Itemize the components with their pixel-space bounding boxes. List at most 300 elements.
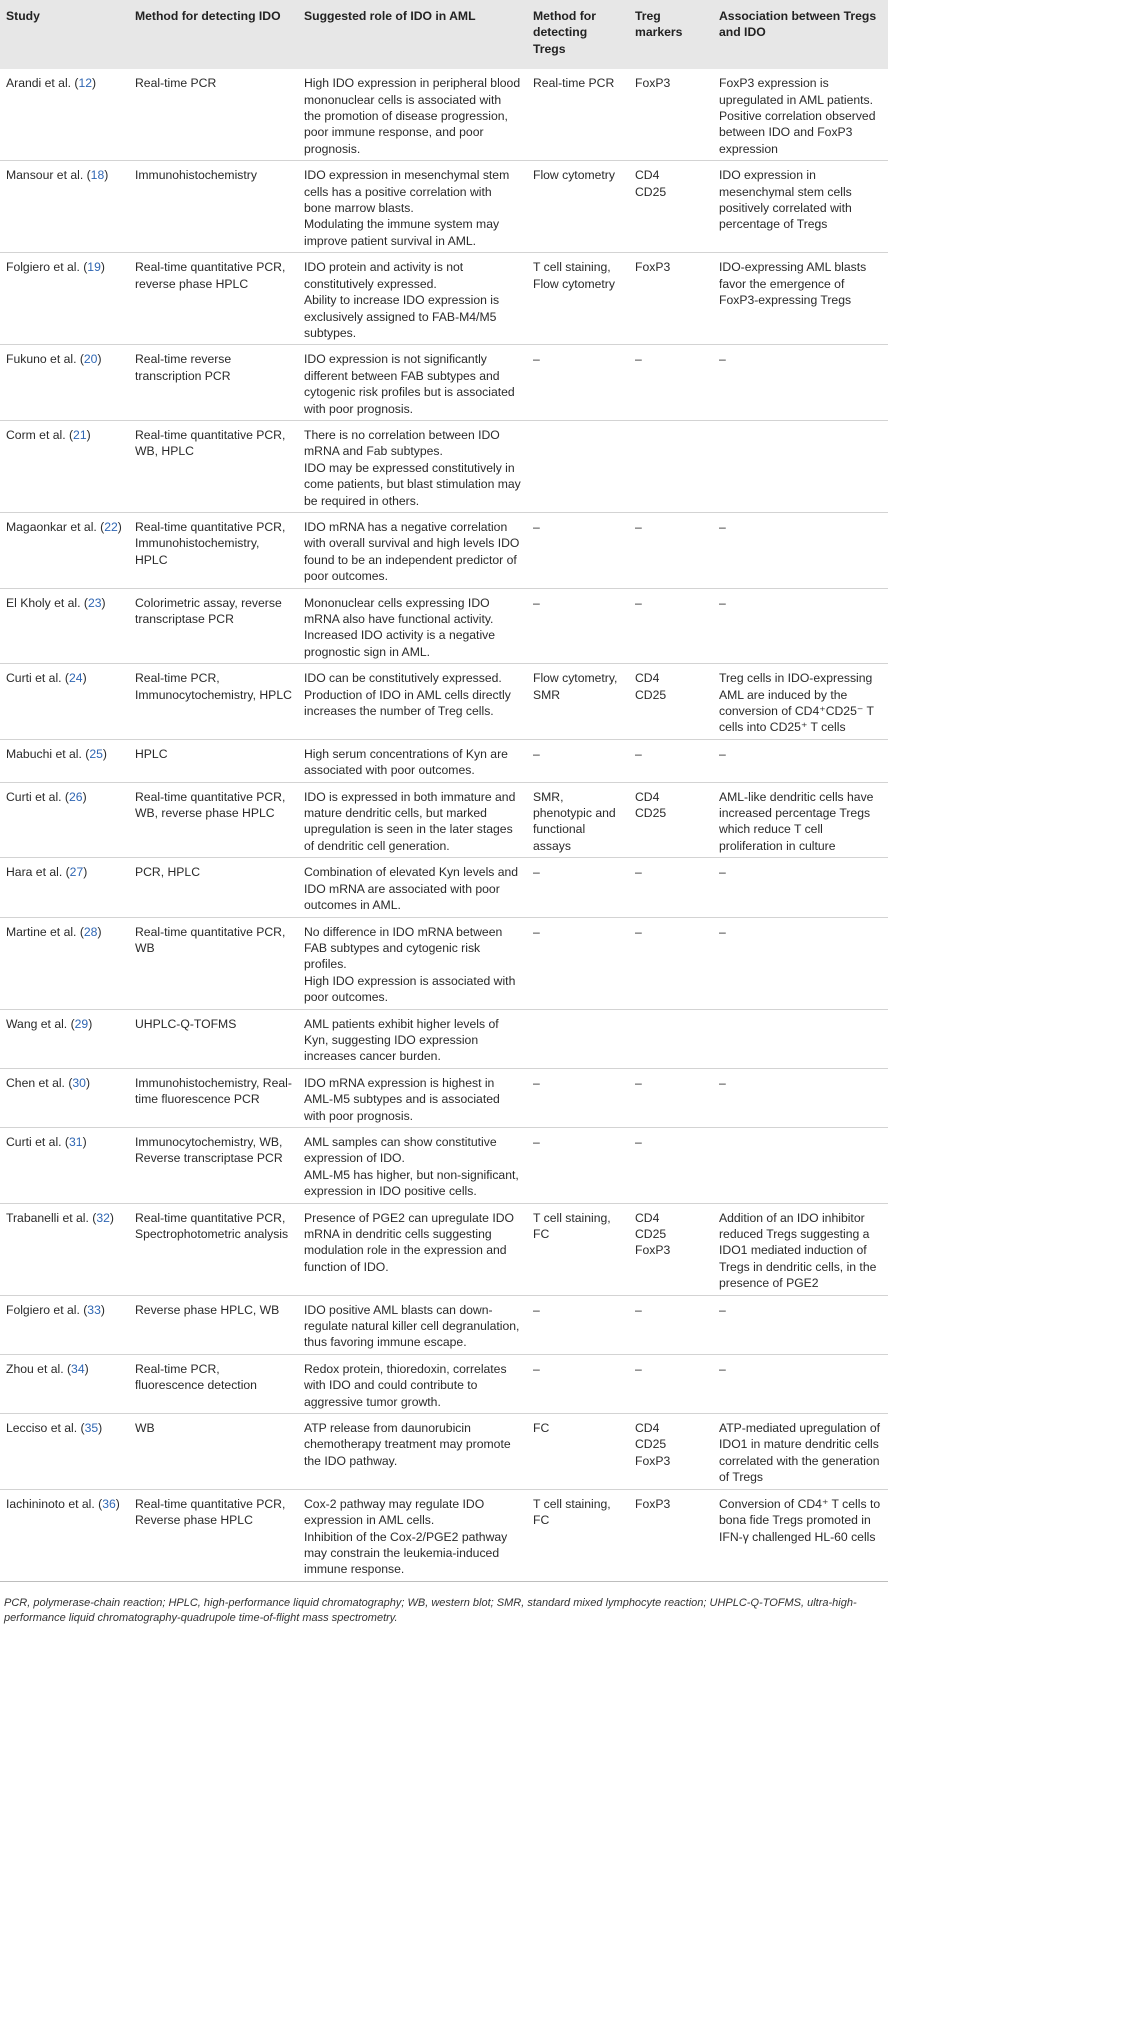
cell-role (298, 345, 527, 421)
study-close-paren: ) (109, 1210, 114, 1225)
cell-text: – (533, 519, 540, 534)
header-role: Suggested role of IDO in AML (298, 0, 527, 69)
study-close-paren: ) (100, 260, 105, 275)
cell-method-ido (129, 1009, 298, 1068)
cell-text: CD25 (635, 1227, 667, 1241)
study-author: Chen et al. ( (6, 1075, 73, 1090)
table-body (0, 69, 888, 1581)
cell-text: Reverse phase HPLC, WB (135, 1302, 280, 1317)
header-method-ido: Method for detecting IDO (129, 0, 298, 69)
table-footnote: PCR, polymerase-chain reaction; HPLC, high-performance liquid chromatography; WB, western blot; SMR, standard mixed lymphocyte reaction; UHPLC-Q-TOFMS, ultra-high-performance liquid chromatography-quadrupole time-of-flight mass spectrometry. (4, 1596, 857, 1624)
cell-text: There is no correlation between IDO mRNA and Fab subtypes. (304, 427, 500, 459)
study-close-paren: ) (92, 76, 97, 91)
reference-link[interactable]: 35 (84, 1421, 99, 1436)
cell-text: UHPLC-Q-TOFMS (135, 1016, 237, 1031)
table-row (0, 253, 888, 345)
cell-text: CD25 (635, 687, 667, 702)
study-close-paren: ) (84, 1361, 89, 1376)
cell-text: CD4 (635, 789, 660, 804)
cell-text: Immunocytochemistry, WB, Reverse transcriptase PCR (135, 1134, 283, 1166)
cell-role (298, 420, 527, 512)
reference-link[interactable]: 28 (83, 924, 98, 939)
cell-role (298, 1295, 527, 1354)
study-author: Folgiero et al. ( (6, 260, 88, 275)
cell-association (713, 69, 888, 161)
cell-method-ido (129, 69, 298, 161)
reference-link[interactable]: 21 (73, 427, 87, 442)
study-author: Curti et al. ( (6, 789, 69, 804)
cell-method-ido (129, 782, 298, 858)
reference-link[interactable]: 31 (69, 1134, 83, 1149)
table-row (0, 1068, 888, 1127)
table-row (0, 1489, 888, 1581)
reference-link[interactable]: 30 (72, 1075, 86, 1090)
cell-text: Production of IDO in AML cells directly increases the number of Treg cells. (304, 687, 511, 719)
cell-text: Real-time quantitative PCR, Immunohistochemistry, HPLC (135, 519, 286, 567)
cell-method-treg (527, 253, 629, 345)
cell-role (298, 512, 527, 588)
cell-text: Ability to increase IDO expression is exclusively assigned to FAB-M4/M5 subtypes. (304, 293, 500, 340)
cell-method-treg (527, 512, 629, 588)
cell-method-ido (129, 1127, 298, 1203)
cell-text: Immunohistochemistry (135, 168, 257, 183)
cell-role (298, 161, 527, 253)
cell-text: – (719, 746, 726, 761)
cell-markers (629, 1295, 713, 1354)
cell-study (0, 253, 129, 345)
cell-study (0, 69, 129, 161)
cell-role (298, 1489, 527, 1581)
cell-method-ido (129, 1203, 298, 1295)
cell-text: T cell staining, Flow cytometry (533, 260, 615, 291)
cell-study (0, 1203, 129, 1295)
cell-markers (629, 1354, 713, 1413)
cell-text: Redox protein, thioredoxin, correlates with IDO and could contribute to aggressive tumor growth. (304, 1361, 507, 1409)
cell-text: IDO is expressed in both immature and mature dendritic cells, but marked upregulation is seen in the later stages of dendritic cell generation. (304, 789, 516, 853)
cell-text: Combination of elevated Kyn levels and IDO mRNA are associated with poor outcomes in AML. (304, 865, 519, 913)
cell-method-treg (527, 858, 629, 917)
cell-text: Positive correlation observed between IDO and FoxP3 expression (719, 109, 876, 156)
cell-association (713, 1009, 888, 1068)
cell-text: Real-time quantitative PCR, reverse phase HPLC (135, 260, 286, 291)
cell-text: Real-time quantitative PCR, Reverse phase HPLC (135, 1496, 286, 1528)
cell-text: – (635, 352, 642, 367)
cell-method-ido (129, 1068, 298, 1127)
cell-markers (629, 1414, 713, 1490)
cell-study (0, 420, 129, 512)
cell-association (713, 858, 888, 917)
study-close-paren: ) (115, 1496, 120, 1511)
cell-text: – (635, 1302, 642, 1317)
cell-text: Mononuclear cells expressing IDO mRNA also have functional activity. (304, 595, 494, 626)
cell-text: – (719, 1302, 726, 1317)
cell-text: HPLC (135, 746, 168, 761)
table-row (0, 858, 888, 917)
reference-link[interactable]: 36 (102, 1496, 116, 1511)
cell-method-ido (129, 345, 298, 421)
cell-text: High IDO expression in peripheral blood mononuclear cells is associated with the promotion of disease progression, poor immune response, and poor prognosis. (304, 76, 521, 156)
cell-text: AML-like dendritic cells have increased percentage Tregs which reduce T cell proliferation in culture (719, 789, 874, 853)
study-close-paren: ) (85, 1075, 91, 1090)
table-row (0, 1414, 888, 1490)
cell-text: CD4 (635, 1210, 660, 1225)
study-author: Lecciso et al. ( (6, 1421, 85, 1436)
cell-text: IDO positive AML blasts can down-regulate natural killer cell degranulation, thus favoring immune escape. (304, 1302, 520, 1350)
cell-text: – (635, 924, 642, 939)
reference-link[interactable]: 18 (90, 168, 105, 183)
cell-text: IDO can be constitutively expressed. (304, 671, 502, 686)
cell-text: – (635, 1134, 642, 1149)
cell-study (0, 1127, 129, 1203)
cell-text: – (533, 352, 540, 367)
reference-link[interactable]: 34 (71, 1361, 85, 1376)
cell-method-ido (129, 1295, 298, 1354)
cell-text: High serum concentrations of Kyn are associated with poor outcomes. (304, 746, 508, 778)
cell-study (0, 1295, 129, 1354)
cell-study (0, 345, 129, 421)
cell-text: – (533, 1302, 540, 1317)
cell-role (298, 782, 527, 858)
cell-markers (629, 917, 713, 1009)
study-close-paren: ) (100, 1302, 105, 1317)
cell-text: Real-time PCR (533, 76, 615, 91)
cell-text: – (533, 1361, 540, 1376)
study-author: Corm et al. ( (6, 427, 74, 442)
cell-role (298, 253, 527, 345)
cell-method-treg (527, 588, 629, 664)
cell-association (713, 345, 888, 421)
cell-study (0, 917, 129, 1009)
cell-text: Real-time reverse transcription PCR (135, 352, 232, 383)
cell-association (713, 1203, 888, 1295)
cell-study (0, 739, 129, 782)
cell-role (298, 664, 527, 740)
cell-method-treg (527, 161, 629, 253)
reference-link[interactable]: 33 (87, 1302, 101, 1317)
cell-association (713, 512, 888, 588)
cell-association (713, 1414, 888, 1490)
study-close-paren: ) (117, 519, 122, 534)
cell-method-ido (129, 1489, 298, 1581)
cell-role (298, 917, 527, 1009)
cell-text: AML-M5 has higher, but non-significant, expression in IDO positive cells. (304, 1167, 519, 1199)
table-row (0, 420, 888, 512)
cell-text: FC (533, 1421, 550, 1436)
header-study: Study (0, 0, 129, 69)
cell-text: Real-time PCR, Immunocytochemistry, HPLC (135, 671, 292, 702)
study-close-paren: ) (101, 595, 106, 610)
study-author: El Kholy et al. ( (6, 595, 88, 610)
cell-text: FoxP3 (635, 76, 671, 91)
table-row (0, 345, 888, 421)
cell-text: – (533, 595, 540, 610)
table-row (0, 588, 888, 664)
cell-text: – (719, 352, 726, 367)
cell-text: Conversion of CD4⁺ T cells to bona fide Tregs promoted in IFN-γ challenged HL-60 cells (719, 1496, 881, 1544)
cell-method-treg (527, 69, 629, 161)
cell-method-treg (527, 1068, 629, 1127)
study-close-paren: ) (98, 1421, 103, 1436)
cell-method-treg (527, 1203, 629, 1295)
cell-text: – (533, 746, 540, 761)
cell-association (713, 161, 888, 253)
cell-text: IDO expression is not significantly different between FAB subtypes and cytogenic risk profiles but is associated with poor prognosis. (304, 352, 515, 416)
study-close-paren: ) (82, 1134, 87, 1149)
cell-markers (629, 782, 713, 858)
cell-method-ido (129, 588, 298, 664)
cell-method-ido (129, 420, 298, 512)
cell-text: IDO protein and activity is not constitutively expressed. (304, 260, 464, 291)
study-author: Zhou et al. ( (6, 1361, 72, 1376)
cell-text: Flow cytometry, SMR (533, 671, 618, 702)
cell-association (713, 739, 888, 782)
cell-method-treg (527, 1009, 629, 1068)
reference-link[interactable]: 12 (78, 76, 93, 91)
cell-method-treg (527, 1127, 629, 1203)
study-author: Folgiero et al. ( (6, 1302, 88, 1317)
study-author: Arandi et al. ( (6, 76, 79, 91)
header-row (0, 0, 888, 69)
reference-link[interactable]: 22 (104, 519, 118, 534)
cell-method-ido (129, 664, 298, 740)
cell-association (713, 1127, 888, 1203)
cell-study (0, 588, 129, 664)
cell-role (298, 1068, 527, 1127)
study-author: Iachininoto et al. ( (6, 1496, 103, 1511)
cell-study (0, 1489, 129, 1581)
cell-text: SMR, phenotypic and functional assays (533, 789, 616, 853)
cell-text: IDO expression in mesenchymal stem cells has a positive correlation with bone marrow blasts. (304, 168, 510, 216)
cell-text: Cox-2 pathway may regulate IDO expression in AML cells. (304, 1496, 485, 1528)
study-close-paren: ) (83, 865, 88, 880)
cell-text: – (719, 519, 726, 534)
cell-text: IDO-expressing AML blasts favor the emergence of FoxP3-expressing Tregs (719, 260, 867, 308)
cell-text: – (719, 595, 726, 610)
cell-text: Addition of an IDO inhibitor reduced Tregs suggesting a IDO1 mediated induction of Tregs in dendritic cells, in the presence of PGE2 (719, 1210, 877, 1291)
cell-method-treg (527, 1354, 629, 1413)
cell-method-treg (527, 917, 629, 1009)
cell-role (298, 739, 527, 782)
cell-text: IDO mRNA expression is highest in AML-M5 subtypes and is associated with poor prognosis. (304, 1075, 500, 1123)
cell-text: Treg cells in IDO-expressing AML are induced by the conversion of CD4⁺CD25⁻ T cells into CD25⁺ T cells (719, 671, 874, 735)
cell-text: IDO expression in mesenchymal stem cells positively correlated with percentage of Tregs (719, 168, 852, 232)
cell-study (0, 512, 129, 588)
table-header (0, 0, 888, 69)
cell-text: – (635, 865, 642, 880)
cell-text: Colorimetric assay, reverse transcriptase PCR (135, 595, 282, 626)
cell-text: Real-time PCR (135, 76, 217, 91)
cell-markers (629, 161, 713, 253)
cell-text: CD25 (635, 1437, 667, 1452)
study-author: Curti et al. ( (6, 671, 69, 686)
table-row (0, 664, 888, 740)
cell-method-treg (527, 1489, 629, 1581)
cell-text: – (635, 519, 642, 534)
cell-study (0, 1009, 129, 1068)
cell-text: ATP-mediated upregulation of IDO1 in mature dendritic cells correlated with the generation of Tregs (719, 1421, 881, 1485)
cell-text: FoxP3 (635, 1496, 671, 1511)
cell-text: T cell staining, FC (533, 1210, 611, 1241)
table-row (0, 1203, 888, 1295)
study-author: Hara et al. ( (6, 865, 70, 880)
cell-role (298, 588, 527, 664)
cell-text: AML patients exhibit higher levels of Kyn, suggesting IDO expression increases cancer burden. (304, 1016, 499, 1064)
cell-markers (629, 858, 713, 917)
cell-text: Real-time quantitative PCR, WB (135, 924, 286, 955)
cell-role (298, 1354, 527, 1413)
cell-method-treg (527, 1295, 629, 1354)
cell-markers (629, 253, 713, 345)
cell-text: T cell staining, FC (533, 1496, 611, 1528)
cell-role (298, 1203, 527, 1295)
study-close-paren: ) (86, 427, 91, 442)
cell-method-treg (527, 420, 629, 512)
study-author: Fukuno et al. ( (6, 352, 84, 367)
cell-text: – (533, 1134, 540, 1149)
study-close-paren: ) (82, 671, 87, 686)
cell-markers (629, 1068, 713, 1127)
reference-link[interactable]: 25 (89, 746, 103, 761)
study-close-paren: ) (88, 1016, 93, 1031)
study-author: Trabanelli et al. ( (6, 1210, 97, 1225)
cell-text: Inhibition of the Cox-2/PGE2 pathway may constrain the leukemia-induced immune response. (304, 1529, 508, 1577)
cell-text: Real-time quantitative PCR, Spectrophotometric analysis (135, 1210, 289, 1241)
study-author: Wang et al. ( (6, 1016, 75, 1031)
cell-association (713, 1068, 888, 1127)
reference-link[interactable]: 23 (87, 595, 102, 610)
cell-method-treg (527, 664, 629, 740)
cell-association (713, 664, 888, 740)
cell-text: FoxP3 expression is upregulated in AML patients. (719, 76, 874, 107)
cell-role (298, 1127, 527, 1203)
cell-text: ATP release from daunorubicin chemotherapy treatment may promote the IDO pathway. (304, 1421, 511, 1468)
table-row (0, 69, 888, 161)
cell-markers (629, 69, 713, 161)
cell-markers (629, 739, 713, 782)
cell-markers (629, 1203, 713, 1295)
cell-association (713, 782, 888, 858)
cell-text: CD4 (635, 168, 660, 183)
cell-text: IDO mRNA has a negative correlation with overall survival and high levels IDO found to be an independent predictor of poor outcomes. (304, 519, 520, 584)
cell-text: FoxP3 (635, 1243, 671, 1258)
study-author: Magaonkar et al. ( (6, 519, 105, 534)
cell-markers (629, 588, 713, 664)
cell-method-ido (129, 858, 298, 917)
cell-text: – (635, 1361, 642, 1376)
cell-text: – (719, 924, 726, 939)
study-close-paren: ) (104, 168, 109, 183)
cell-markers (629, 664, 713, 740)
cell-text: WB (135, 1421, 155, 1436)
cell-method-ido (129, 1414, 298, 1490)
cell-text: – (719, 865, 726, 880)
cell-text: – (719, 1075, 726, 1090)
table-row (0, 782, 888, 858)
cell-association (713, 588, 888, 664)
table-row (0, 917, 888, 1009)
cell-study (0, 1354, 129, 1413)
cell-text: CD25 (635, 184, 667, 199)
cell-method-ido (129, 1354, 298, 1413)
cell-method-ido (129, 161, 298, 253)
table-row (0, 1009, 888, 1068)
study-close-paren: ) (97, 924, 102, 939)
cell-role (298, 858, 527, 917)
cell-markers (629, 1009, 713, 1068)
cell-text: – (533, 924, 540, 939)
cell-text: Modulating the immune system may improve patient survival in AML. (304, 217, 500, 248)
cell-markers (629, 1489, 713, 1581)
cell-markers (629, 512, 713, 588)
cell-study (0, 664, 129, 740)
reference-link[interactable]: 27 (69, 865, 84, 880)
cell-association (713, 1295, 888, 1354)
header-association: Association between Tregs and IDO (713, 0, 888, 69)
table-row (0, 1127, 888, 1203)
cell-method-treg (527, 782, 629, 858)
cell-association (713, 1354, 888, 1413)
cell-study (0, 858, 129, 917)
table-row (0, 512, 888, 588)
cell-markers (629, 345, 713, 421)
study-author: Mabuchi et al. ( (6, 746, 90, 761)
cell-method-ido (129, 739, 298, 782)
cell-association (713, 253, 888, 345)
cell-text: AML samples can show constitutive expression of IDO. (304, 1134, 497, 1166)
cell-association (713, 1489, 888, 1581)
reference-link[interactable]: 29 (74, 1016, 89, 1031)
cell-text: Real-time PCR, fluorescence detection (135, 1361, 257, 1393)
reference-link[interactable]: 26 (69, 789, 83, 804)
cell-text: – (635, 595, 642, 610)
reference-link[interactable]: 19 (87, 260, 101, 275)
cell-text: CD25 (635, 806, 667, 821)
cell-text: Immunohistochemistry, Real-time fluorescence PCR (135, 1075, 292, 1107)
cell-markers (629, 1127, 713, 1203)
cell-text: – (635, 746, 642, 761)
cell-markers (629, 420, 713, 512)
study-author: Curti et al. ( (6, 1134, 69, 1149)
header-markers: Treg markers (629, 0, 713, 69)
cell-text: High IDO expression is associated with poor outcomes. (304, 973, 516, 1005)
cell-method-ido (129, 253, 298, 345)
cell-role (298, 1009, 527, 1068)
cell-method-treg (527, 739, 629, 782)
reference-link[interactable]: 20 (83, 352, 98, 367)
cell-association (713, 917, 888, 1009)
study-author: Mansour et al. ( (6, 168, 91, 183)
cell-text: – (635, 1075, 642, 1090)
table-row (0, 1295, 888, 1354)
cell-study (0, 1068, 129, 1127)
reference-link[interactable]: 32 (96, 1210, 110, 1225)
cell-text: Increased IDO activity is a negative prognostic sign in AML. (304, 628, 496, 659)
cell-text: PCR, HPLC (135, 865, 201, 880)
table-row (0, 161, 888, 253)
cell-role (298, 69, 527, 161)
cell-text: CD4 (635, 1421, 660, 1436)
reference-link[interactable]: 24 (69, 671, 83, 686)
cell-text: FoxP3 (635, 260, 671, 275)
cell-text: Real-time quantitative PCR, WB, reverse phase HPLC (135, 789, 286, 821)
cell-text: Real-time quantitative PCR, WB, HPLC (135, 427, 286, 459)
header-method-treg: Method for detecting Tregs (527, 0, 629, 69)
cell-text: No difference in IDO mRNA between FAB subtypes and cytogenic risk profiles. (304, 924, 503, 972)
cell-text: IDO may be expressed constitutively in come patients, but blast stimulation may be required in others. (304, 460, 521, 508)
cell-text: FoxP3 (635, 1453, 671, 1468)
cell-text: Flow cytometry (533, 168, 615, 183)
cell-method-treg (527, 1414, 629, 1490)
